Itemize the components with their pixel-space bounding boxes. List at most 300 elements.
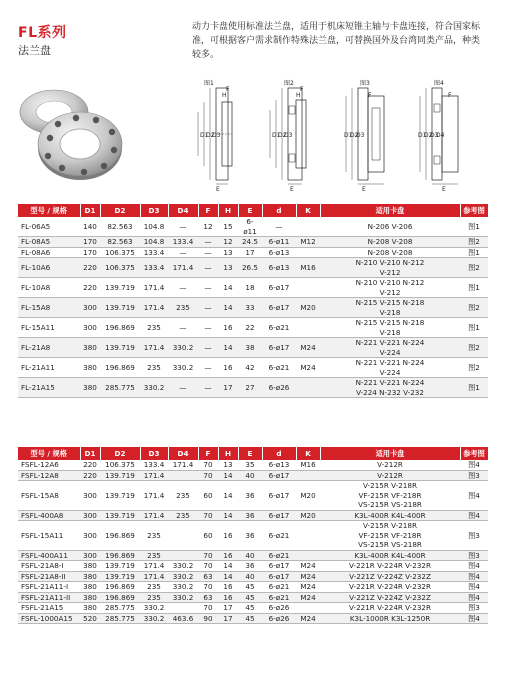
table-cell: 380 [80, 338, 100, 358]
table-cell: 235 [140, 592, 168, 603]
table-cell: — [198, 318, 218, 338]
table-row [18, 613, 488, 624]
table-cell: 330.2 [168, 338, 198, 358]
table-cell: 300 [80, 521, 100, 551]
table-cell: — [168, 247, 198, 258]
table-cell: 70 [198, 460, 218, 470]
dimension-label: F [226, 86, 230, 93]
dimension-label: D1 [272, 132, 281, 139]
column-header: E [238, 447, 262, 460]
table-cell: 45 [238, 613, 262, 624]
table-cell: 图4 [460, 592, 488, 603]
table-cell: — [198, 298, 218, 318]
table-cell [296, 550, 320, 561]
table-cell: 196.869 [100, 521, 140, 551]
table-cell [296, 278, 320, 298]
column-header: D3 [140, 204, 168, 217]
table-cell: K3L-1000R K3L-1250R [320, 613, 460, 624]
table-row [18, 550, 488, 561]
table-cell: 6-ø17 [262, 481, 296, 511]
table-cell: 235 [168, 510, 198, 521]
table-cell: 14 [218, 510, 238, 521]
column-header: D1 [80, 447, 100, 460]
table-cell: 6-ø17 [262, 338, 296, 358]
table-cell: 196.869 [100, 582, 140, 593]
table-cell: 14 [218, 298, 238, 318]
table-cell: FSFL-400A8 [18, 510, 80, 521]
table-cell: V-215R V-218R VF-215R VF-218R VS-215R VS-218R [320, 481, 460, 511]
table-cell: V-212R [320, 460, 460, 470]
table-cell: 139.719 [100, 510, 140, 521]
table-cell: 17 [238, 247, 262, 258]
column-header: 型号 / 规格 [18, 447, 80, 460]
table-cell: M16 [296, 460, 320, 470]
dimension-label: D3 [212, 132, 221, 139]
table-cell: 6-ø21 [262, 358, 296, 378]
table-cell: 106.375 [100, 258, 140, 278]
table-cell: — [262, 217, 296, 237]
table-cell: 6-ø17 [262, 298, 296, 318]
table-cell [296, 217, 320, 237]
table-cell: FL-06A5 [18, 217, 80, 237]
table-cell: 45 [238, 592, 262, 603]
table-cell: M24 [296, 338, 320, 358]
table-row [18, 592, 488, 603]
table-cell: 60 [198, 481, 218, 511]
table-cell: 196.869 [100, 358, 140, 378]
drawing-fig2-label: 图2 [284, 80, 294, 87]
flange-photo [14, 82, 126, 186]
table-cell: 171.4 [140, 298, 168, 318]
table-cell [168, 521, 198, 551]
table-cell: 171.4 [140, 571, 168, 582]
table-cell: 13 [218, 460, 238, 470]
table-cell: M24 [296, 582, 320, 593]
table-cell: 6-ø11 [238, 217, 262, 237]
table-cell: 380 [80, 358, 100, 378]
table-cell: 300 [80, 298, 100, 318]
column-header: 适用卡盘 [320, 204, 460, 217]
table-cell: 15 [218, 217, 238, 237]
table-cell: 380 [80, 592, 100, 603]
table-cell: 36 [238, 510, 262, 521]
table-cell: FL-10A6 [18, 258, 80, 278]
table-cell: 6-ø21 [262, 550, 296, 561]
column-header: E [238, 204, 262, 217]
column-header: D4 [168, 204, 198, 217]
table-cell: FL-21A15 [18, 378, 80, 398]
table-cell: 235 [140, 582, 168, 593]
dimension-label: D3 [430, 132, 439, 139]
table-cell: 6-ø21 [262, 592, 296, 603]
dimension-label: D2 [424, 132, 433, 139]
table-cell: 42 [238, 358, 262, 378]
table-cell: 16 [218, 358, 238, 378]
table-cell [296, 603, 320, 614]
table-cell: V-221Z V-224Z V-232Z [320, 592, 460, 603]
table-cell: FL-08A5 [18, 237, 80, 248]
table-cell: M24 [296, 571, 320, 582]
table-row [18, 378, 488, 398]
table-cell [168, 603, 198, 614]
table-cell: — [198, 338, 218, 358]
table-cell: 139.719 [100, 561, 140, 572]
table-cell: K3L-400R K4L-400R [320, 550, 460, 561]
table-row [18, 510, 488, 521]
table-cell: 139.719 [100, 481, 140, 511]
table-row [18, 318, 488, 338]
table-cell: 330.2 [140, 603, 168, 614]
table-cell: 196.869 [100, 592, 140, 603]
dimension-label: H [296, 92, 301, 99]
table-cell: M20 [296, 481, 320, 511]
table-cell: 90 [198, 613, 218, 624]
column-header: 型号 / 规格 [18, 204, 80, 217]
table-cell: 300 [80, 318, 100, 338]
dimension-label: D4 [436, 132, 445, 139]
table-cell: 14 [218, 338, 238, 358]
table-cell: 63 [198, 592, 218, 603]
table-cell: 36 [238, 521, 262, 551]
drawing-fig4-label: 图4 [434, 80, 444, 87]
table-cell: 70 [198, 582, 218, 593]
table-cell: FSFL-15A11 [18, 521, 80, 551]
table-cell: 171.4 [140, 561, 168, 572]
table-cell: 139.719 [100, 571, 140, 582]
table-cell: 104.8 [140, 217, 168, 237]
table-row [18, 521, 488, 551]
table-cell: 图2 [460, 358, 488, 378]
table-cell: 170 [80, 247, 100, 258]
table-cell: 24.5 [238, 237, 262, 248]
table-cell: 139.719 [100, 278, 140, 298]
table-cell: 40 [238, 571, 262, 582]
table-cell: 235 [168, 298, 198, 318]
table-cell: 380 [80, 582, 100, 593]
table-cell: 139.719 [100, 298, 140, 318]
table-row [18, 470, 488, 481]
column-header: D4 [168, 447, 198, 460]
table-cell: 133.4 [140, 247, 168, 258]
table-cell: 16 [218, 318, 238, 338]
table-cell: 图3 [460, 470, 488, 481]
dimension-label: F [368, 92, 372, 99]
table-cell: M24 [296, 561, 320, 572]
table-cell: 6-ø21 [262, 318, 296, 338]
table-cell: N-206 V-206 [320, 217, 460, 237]
column-header: H [218, 447, 238, 460]
table-row [18, 247, 488, 258]
table-cell: N-210 V-210 N-212 V-212 [320, 278, 460, 298]
table-cell: 图4 [460, 571, 488, 582]
table-cell: 图4 [460, 613, 488, 624]
table-cell: — [198, 247, 218, 258]
table-cell: 38 [238, 338, 262, 358]
table-cell: 330.2 [168, 582, 198, 593]
table-cell: FL-10A8 [18, 278, 80, 298]
table-cell: 300 [80, 510, 100, 521]
column-header: d [262, 447, 296, 460]
column-header: D2 [100, 204, 140, 217]
table-cell: N-221 V-221 N-224 V-224 [320, 358, 460, 378]
table-cell: 13 [218, 258, 238, 278]
table-cell: FL-15A11 [18, 318, 80, 338]
table-cell: — [198, 378, 218, 398]
product-description: 动力卡盘使用标准法兰盘，适用于机床短锥主轴与卡盘连接，符合国家标准，可根据客户需求制作特殊法兰盘，可替换国外及台湾同类产品，种类较多。 [192, 22, 481, 60]
table-cell: 17 [218, 378, 238, 398]
table-cell: 171.4 [168, 258, 198, 278]
table-cell: 图4 [460, 510, 488, 521]
table-cell: FSFL-400A11 [18, 550, 80, 561]
table-cell: 36 [238, 561, 262, 572]
table-cell: 330.2 [140, 378, 168, 398]
table-row [18, 278, 488, 298]
table-cell: 6-ø11 [262, 237, 296, 248]
table-cell: N-208 V-208 [320, 247, 460, 258]
table-cell: 82.563 [100, 237, 140, 248]
table-cell [168, 550, 198, 561]
dimension-label: H [222, 92, 227, 99]
dimension-label: D2 [350, 132, 359, 139]
table-cell: 171.4 [140, 338, 168, 358]
table-cell: 285.775 [100, 378, 140, 398]
table-cell: 17 [218, 603, 238, 614]
table-cell: N-208 V-208 [320, 237, 460, 248]
table-row [18, 603, 488, 614]
table-cell: 图1 [460, 278, 488, 298]
column-header: D1 [80, 204, 100, 217]
table-cell: 220 [80, 258, 100, 278]
table-cell: 图4 [460, 561, 488, 572]
table-cell: 6-ø17 [262, 561, 296, 572]
table-cell [296, 470, 320, 481]
table-cell: 27 [238, 378, 262, 398]
dimension-label: D2 [278, 132, 287, 139]
dimension-label: E [442, 186, 446, 193]
table-cell: 330.2 [140, 613, 168, 624]
table-cell: 106.375 [100, 460, 140, 470]
table-cell: N-215 V-215 N-218 V-218 [320, 318, 460, 338]
table-cell: 12 [198, 217, 218, 237]
table-cell: — [168, 378, 198, 398]
table-cell: 285.775 [100, 603, 140, 614]
table-cell: N-221 V-221 N-224 V-224 N-232 V-232 [320, 378, 460, 398]
table-cell: 图2 [460, 298, 488, 318]
table-cell: 70 [198, 603, 218, 614]
table-cell: V-221R V-224R V-232R [320, 603, 460, 614]
dimension-label: D2 [206, 132, 215, 139]
table-cell: 6-ø17 [262, 470, 296, 481]
table-cell: 330.2 [168, 571, 198, 582]
table-cell: 60 [198, 521, 218, 551]
table-cell: 6-ø13 [262, 258, 296, 278]
table-cell: 6-ø21 [262, 582, 296, 593]
table-cell: 171.4 [140, 481, 168, 511]
column-header: H [218, 204, 238, 217]
table-row [18, 258, 488, 278]
table-cell: 图2 [460, 338, 488, 358]
table-cell: FSFL-12A6 [18, 460, 80, 470]
table-row [18, 582, 488, 593]
table-cell: — [198, 278, 218, 298]
table-cell: 13 [218, 247, 238, 258]
table-cell: 6-ø21 [262, 521, 296, 551]
table-cell: 104.8 [140, 237, 168, 248]
table-cell: 图4 [460, 582, 488, 593]
table-cell: FSFL-21A8-I [18, 561, 80, 572]
table-cell: 6-ø17 [262, 510, 296, 521]
table-cell: V-215R V-218R VF-215R VF-218R VS-215R VS-218R [320, 521, 460, 551]
table-cell: 300 [80, 550, 100, 561]
table-cell: 14 [218, 571, 238, 582]
table-cell: 133.4 [140, 460, 168, 470]
table-cell: 171.4 [140, 278, 168, 298]
table-cell: N-215 V-215 N-218 V-218 [320, 298, 460, 318]
table-cell: FL-21A11 [18, 358, 80, 378]
table-cell: 285.775 [100, 613, 140, 624]
table-cell: V-221R V-224R V-232R [320, 561, 460, 572]
table-row [18, 460, 488, 470]
table-cell: 330.2 [168, 561, 198, 572]
table-row [18, 358, 488, 378]
table-cell: FSFL-21A11-II [18, 592, 80, 603]
table-row [18, 217, 488, 237]
dimension-label: E [290, 186, 294, 193]
table-cell: 6-ø26 [262, 603, 296, 614]
dimension-label: F [448, 92, 452, 99]
table-cell: K3L-400R K4L-400R [320, 510, 460, 521]
table-cell: 图3 [460, 603, 488, 614]
drawing-fig1-label: 图1 [204, 80, 214, 87]
table-cell: 图2 [460, 258, 488, 278]
table-cell: 235 [140, 358, 168, 378]
flange-front [38, 112, 122, 180]
table-cell: — [198, 258, 218, 278]
table-cell: 70 [198, 550, 218, 561]
table-cell: 16 [218, 582, 238, 593]
table-cell: 380 [80, 571, 100, 582]
table-cell: — [198, 358, 218, 378]
table-cell: V-212R [320, 470, 460, 481]
table-row [18, 298, 488, 318]
table-cell: 22 [238, 318, 262, 338]
table-cell: 220 [80, 278, 100, 298]
table-cell: 16 [218, 592, 238, 603]
table-cell: 380 [80, 561, 100, 572]
table-cell: 6-ø13 [262, 247, 296, 258]
table-cell: 520 [80, 613, 100, 624]
table-cell: 18 [238, 278, 262, 298]
table-cell: 380 [80, 603, 100, 614]
table-cell: 330.2 [168, 358, 198, 378]
table-cell [296, 521, 320, 551]
dimension-label: E [216, 186, 220, 193]
table-cell: 图1 [460, 318, 488, 338]
column-header: K [296, 447, 320, 460]
table-cell: FSFL-15A8 [18, 481, 80, 511]
table-row [18, 338, 488, 358]
table-cell: FL-15A8 [18, 298, 80, 318]
table-cell: 6-ø13 [262, 460, 296, 470]
table-row [18, 237, 488, 248]
table-cell: — [168, 217, 198, 237]
column-header: 适用卡盘 [320, 447, 460, 460]
table-cell: 300 [80, 481, 100, 511]
table-cell: 图2 [460, 237, 488, 248]
fl-spec-table [18, 204, 489, 398]
dimension-label: D1 [418, 132, 427, 139]
table-cell: FSFL-12A8 [18, 470, 80, 481]
table-cell: 106.375 [100, 247, 140, 258]
dimension-label: D1 [344, 132, 353, 139]
drawing-fig3-label: 图3 [360, 80, 370, 87]
table-cell: FSFL-21A8-II [18, 571, 80, 582]
table-cell: — [168, 318, 198, 338]
table-cell: 70 [198, 510, 218, 521]
dimension-label: E [362, 186, 366, 193]
table-cell: 171.4 [140, 510, 168, 521]
table-cell: 133.4 [168, 237, 198, 248]
table-row [18, 561, 488, 572]
dimension-label: D1 [200, 132, 209, 139]
table-cell: 171.4 [168, 460, 198, 470]
table-cell: 235 [168, 481, 198, 511]
column-header: 参考图 [460, 447, 488, 460]
table-cell: 140 [80, 217, 100, 237]
table-cell: 70 [198, 561, 218, 572]
table-cell: 图1 [460, 247, 488, 258]
table-cell: 330.2 [168, 592, 198, 603]
table-cell: 63 [198, 571, 218, 582]
table-cell: 82.563 [100, 217, 140, 237]
table-cell [296, 247, 320, 258]
table-cell: 235 [140, 318, 168, 338]
table-cell: FL-08A6 [18, 247, 80, 258]
table-cell: 35 [238, 460, 262, 470]
table-cell: 463.6 [168, 613, 198, 624]
table-cell: 14 [218, 481, 238, 511]
table-cell: 图1 [460, 378, 488, 398]
table-cell: 196.869 [100, 318, 140, 338]
table-cell: 196.869 [100, 550, 140, 561]
table-cell [296, 318, 320, 338]
table-cell: M20 [296, 510, 320, 521]
table-cell: 380 [80, 378, 100, 398]
column-header: D2 [100, 447, 140, 460]
table-cell: 70 [198, 470, 218, 481]
table-cell [168, 470, 198, 481]
table-cell: 图3 [460, 521, 488, 551]
fsfl-spec-table [18, 447, 489, 624]
table-cell: FL-21A8 [18, 338, 80, 358]
table-cell: 17 [218, 613, 238, 624]
table-cell: M24 [296, 613, 320, 624]
table-cell: 139.719 [100, 470, 140, 481]
table-cell: 图1 [460, 217, 488, 237]
column-header: F [198, 447, 218, 460]
table-row [18, 571, 488, 582]
table-cell: M24 [296, 592, 320, 603]
table-row [18, 481, 488, 511]
dimension-label: D3 [356, 132, 365, 139]
table-cell: 220 [80, 470, 100, 481]
table-cell: N-221 V-221 N-224 V-224 [320, 338, 460, 358]
dimension-label: F [300, 86, 304, 93]
column-header: d [262, 204, 296, 217]
table-cell: 图4 [460, 481, 488, 511]
table-cell: 220 [80, 460, 100, 470]
table-cell: 36 [238, 481, 262, 511]
